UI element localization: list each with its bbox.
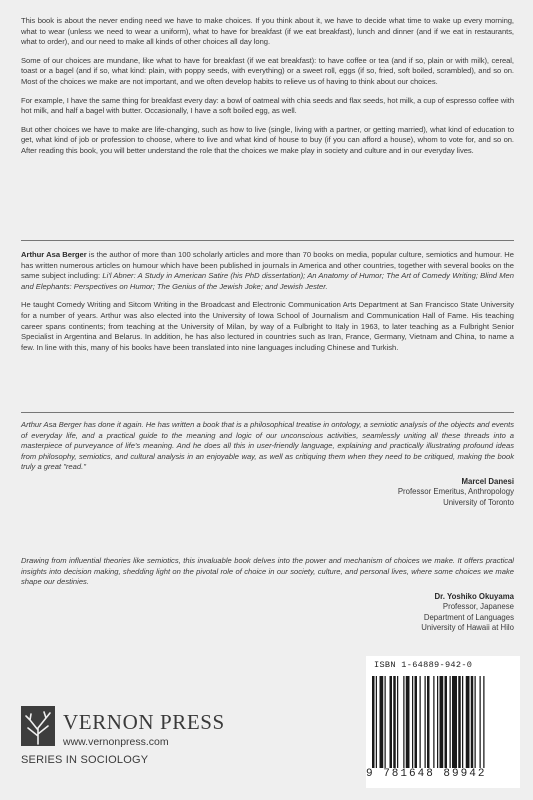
barcode-bar — [390, 676, 393, 768]
reviewer-title: Professor Emeritus, Anthropology — [397, 487, 514, 497]
reviewer-title: Professor, Japanese — [442, 602, 514, 612]
barcode-bar — [372, 676, 375, 768]
barcode-bar — [403, 676, 404, 768]
barcode-bar — [466, 676, 470, 768]
publisher-name: VERNON PRESS — [63, 710, 225, 734]
description-paragraph-2: Some of our choices are mundane, like what to have for breakfast (if we eat breakfast): to have coffee or tea (and if so, plain or with milk), cereal, toast or a bagel (and if so, what kind: plain, with poppy seeds, with everything) or a sweet roll, eggs (if so, fried, soft boiled, scrambled), and so on. Most of the choices we make are not important, and we often develop habits to relieve us of having to think about our choices. — [21, 55, 514, 86]
review-1 — [21, 420, 514, 508]
review-signature — [21, 477, 514, 508]
barcode-bar — [415, 676, 418, 768]
barcode-bar — [483, 676, 484, 768]
description-paragraph-3: For example, I have the same thing for breakfast every day: a bowl of oatmeal with chia seeds and flax seeds, hot milk, a cup of espresso coffee with hot milk, and half a bagel with butter. Occasionally, I have a soft boiled egg, as well. — [21, 95, 514, 116]
author-bio-text: is the author of more than 100 scholarly articles and more than 70 books on media, popular culture, semiotics and humour. He has written numerous articles on humour which have been published in journals in America and other countries, together with several books on the same subject including: — [21, 250, 514, 281]
barcode-bar — [480, 676, 481, 768]
author-bio-paragraph-1 — [21, 250, 514, 292]
barcode-digits: 9 781648 89942 — [366, 768, 487, 780]
author-bio-paragraph-2: He taught Comedy Writing and Sitcom Writing in the Broadcast and Electronic Communication Arts Department at San Francisco State University for a number of years. Arthur was also elected into the University of Iowa School of Journalism and Communication Hall of Fame. His teaching career spans continents; from teaching at the University of Milan, by way of a Fulbright to Italy in 1963, to later teaching as a Fulbright Senior Specialist in Argentina and Belarus. In addition, he has also lectured in countries such as Iran, France, Germany, Vietnam and China, to name a few. In line with this, many of his books have been translated into nine languages including Chinese and Turkish. — [21, 300, 514, 352]
barcode-bar — [445, 676, 448, 768]
divider-top — [21, 240, 514, 241]
publisher-url: www.vernonpress.com — [63, 736, 169, 748]
barcode-bar — [380, 676, 384, 768]
barcode-bar — [450, 676, 451, 768]
reviewer-affiliation: University of Hawaii at Hilo — [421, 623, 514, 632]
reviewer-name: Dr. Yoshiko Okuyama — [434, 591, 514, 601]
divider-bottom — [21, 412, 514, 413]
barcode-bar — [440, 676, 444, 768]
barcode-bar — [452, 676, 457, 768]
barcode-bar — [425, 676, 426, 768]
barcode-bar — [376, 676, 377, 768]
reviewer-affiliation: University of Toronto — [443, 497, 514, 507]
barcode-bar — [458, 676, 461, 768]
description-paragraph-4: But other choices we have to make are life-changing, such as how to live (single, living with a partner, or getting married), what kind of education to get, what kind of job or profession to choose, where to live and what kind of house to buy (if you can afford a house), whom to vote for, and so on. After reading this book, you will better understand the role that the choices we make play in society and culture and in our everyday lives. — [21, 124, 514, 155]
book-description — [21, 16, 514, 165]
series-name: SERIES IN SOCIOLOGY — [21, 754, 149, 766]
barcode-bar — [462, 676, 463, 768]
barcode-bar — [420, 676, 421, 768]
review-quote: Arthur Asa Berger has done it again. He has written a book that is a philosophical treatise in ontology, a semiotic analysis of the objects and events of everyday life, and a practical guide to the meaning and logic of our unconscious activities, seamlessly uniting all these threads into a masterpiece of purveyance of life's meaning. And he does all this in user-friendly language, explaining and practically illustrating profound ideas from philosophy, semiotics, and cultural analysis in an enjoyable way, as well as critiquing them when they need to be critiqued, making the book truly a great "read." — [21, 420, 514, 472]
reviewer-name: Marcel Danesi — [461, 476, 514, 486]
author-bio — [21, 250, 514, 361]
barcode-bar — [406, 676, 410, 768]
barcode-bar — [433, 676, 434, 768]
barcode-bars — [372, 676, 516, 768]
barcode-panel — [366, 656, 520, 788]
author-name: Arthur Asa Berger — [21, 250, 87, 259]
reviewer-department: Department of Languages — [423, 612, 514, 622]
barcode-bar — [393, 676, 396, 768]
tree-logo-icon — [21, 706, 55, 746]
barcode-bar — [427, 676, 430, 768]
barcode-bar — [437, 676, 438, 768]
description-paragraph-1: This book is about the never ending need we have to make choices. If you think about it, we have to decide what time to wake up every morning, what to wear (unless we need to wear a uniform), what to have for breakfast (if we eat breakfast), lunch and dinner (and if we eat in restaurants, what to order), and our need to make all kinds of other choices all day long. — [21, 16, 514, 47]
isbn-label: ISBN 1-64889-942-0 — [374, 660, 473, 670]
barcode-bar — [412, 676, 413, 768]
barcode-bar — [385, 676, 386, 768]
barcode-bar — [397, 676, 398, 768]
barcode-bar — [471, 676, 474, 768]
review-quote: Drawing from influential theories like semiotics, this invaluable book delves into the power and mechanism of choices we make. It offers practical insights into decision making, shedding light on the pivotal role of choice in our society, culture, and personal lives, where some choices we make shape our destinies. — [21, 556, 514, 587]
author-book-titles: Li'l Abner: A Study in American Satire (his PhD dissertation); An Anatomy of Humor; The Art of Comedy Writing; Blind Men and Elephants: Perspectives on Humor; The Genius of the Jewish Joke; and Jewish Jester. — [21, 271, 515, 291]
barcode-bar — [475, 676, 476, 768]
review-signature — [21, 592, 514, 634]
review-2 — [21, 556, 514, 633]
